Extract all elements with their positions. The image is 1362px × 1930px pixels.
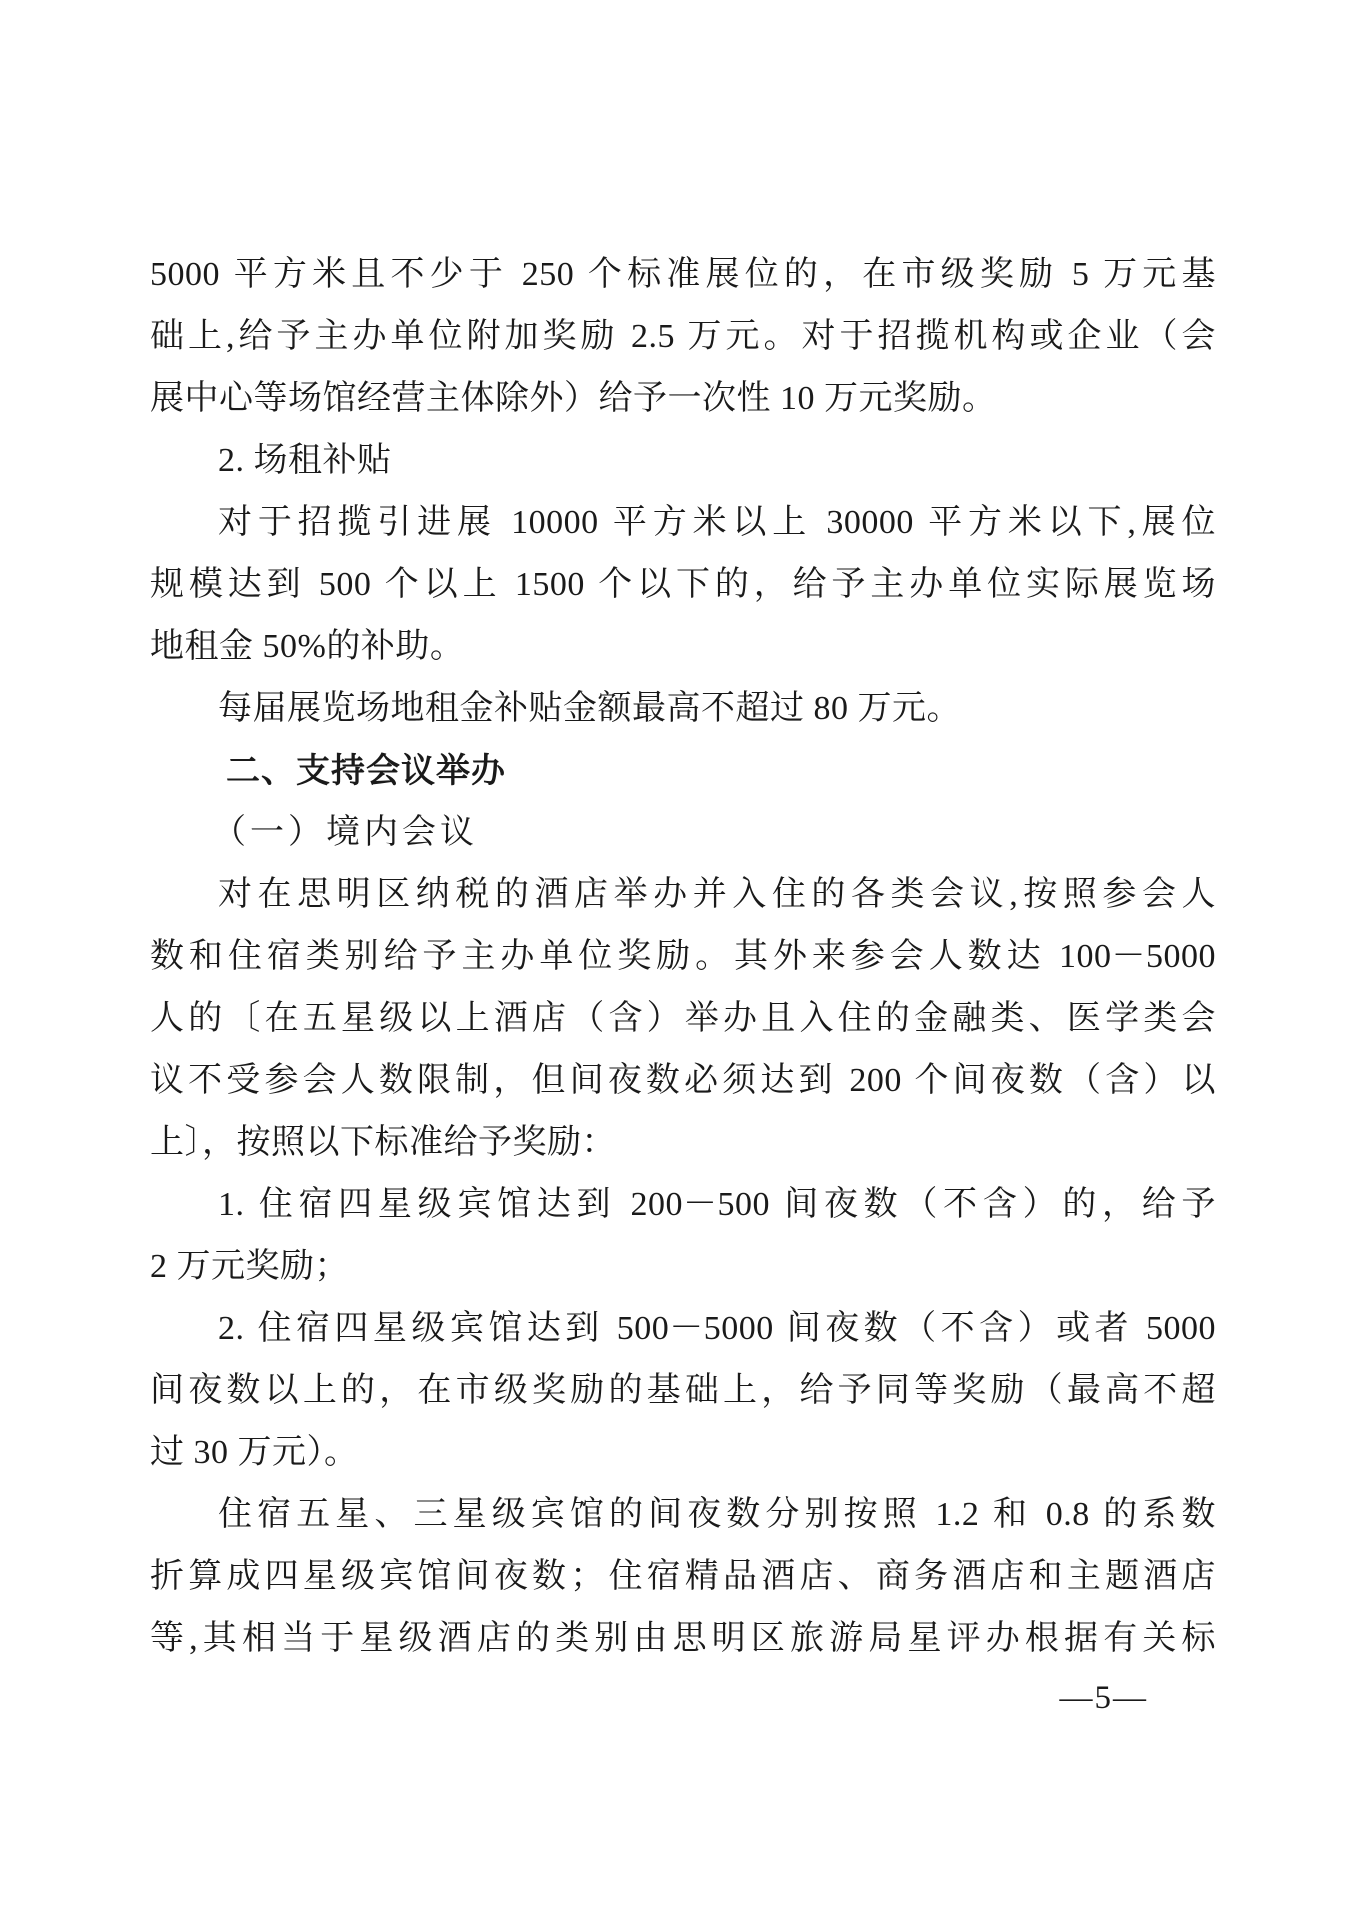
- text-line: 地租金 50%的补助。: [150, 628, 465, 665]
- text-line: 过 30 万元）。: [150, 1434, 359, 1471]
- text-line: 2. 住宿四星级宾馆达到 500－5000 间夜数（不含）或者 5000: [218, 1310, 1216, 1347]
- text-line: 展中心等场馆经营主体除外）给予一次性 10 万元奖励。: [150, 380, 997, 417]
- text-line: 2. 场租补贴: [218, 442, 392, 479]
- text-line: 对在思明区纳税的酒店举办并入住的各类会议,按照参会人: [218, 876, 1216, 913]
- text-line: 住宿五星、三星级宾馆的间夜数分别按照 1.2 和 0.8 的系数: [218, 1496, 1216, 1533]
- text-line: 1. 住宿四星级宾馆达到 200－500 间夜数（不含）的，给予: [218, 1186, 1216, 1223]
- page-number: —5—: [1059, 1680, 1148, 1716]
- text-line: 上〕，按照以下标准给予奖励：: [150, 1124, 616, 1161]
- text-line: 间夜数以上的，在市级奖励的基础上，给予同等奖励（最高不超: [150, 1372, 1216, 1409]
- text-line: 折算成四星级宾馆间夜数；住宿精品酒店、商务酒店和主题酒店: [150, 1558, 1216, 1595]
- text-line: 每届展览场地租金补贴金额最高不超过 80 万元。: [218, 690, 961, 727]
- text-line: 人的〔在五星级以上酒店（含）举办且入住的金融类、医学类会: [150, 1000, 1216, 1037]
- document-body: [150, 244, 1216, 1670]
- text-line: 2 万元奖励；: [150, 1248, 349, 1285]
- subsection-heading: （一）境内会议: [212, 814, 478, 851]
- text-line: 础上,给予主办单位附加奖励 2.5 万元。对于招揽机构或企业（会: [150, 318, 1216, 355]
- section-heading: 二、支持会议举办: [226, 752, 506, 790]
- text-line: 对于招揽引进展 10000 平方米以上 30000 平方米以下,展位: [218, 504, 1216, 541]
- text-line: 议不受参会人数限制，但间夜数必须达到 200 个间夜数（含）以: [150, 1062, 1216, 1099]
- text-line: 等,其相当于星级酒店的类别由思明区旅游局星评办根据有关标: [150, 1620, 1216, 1657]
- text-line: 5000 平方米且不少于 250 个标准展位的，在市级奖励 5 万元基: [150, 256, 1216, 293]
- text-line: 规模达到 500 个以上 1500 个以下的，给予主办单位实际展览场: [150, 566, 1216, 603]
- text-line: 数和住宿类别给予主办单位奖励。其外来参会人数达 100－5000: [150, 938, 1216, 975]
